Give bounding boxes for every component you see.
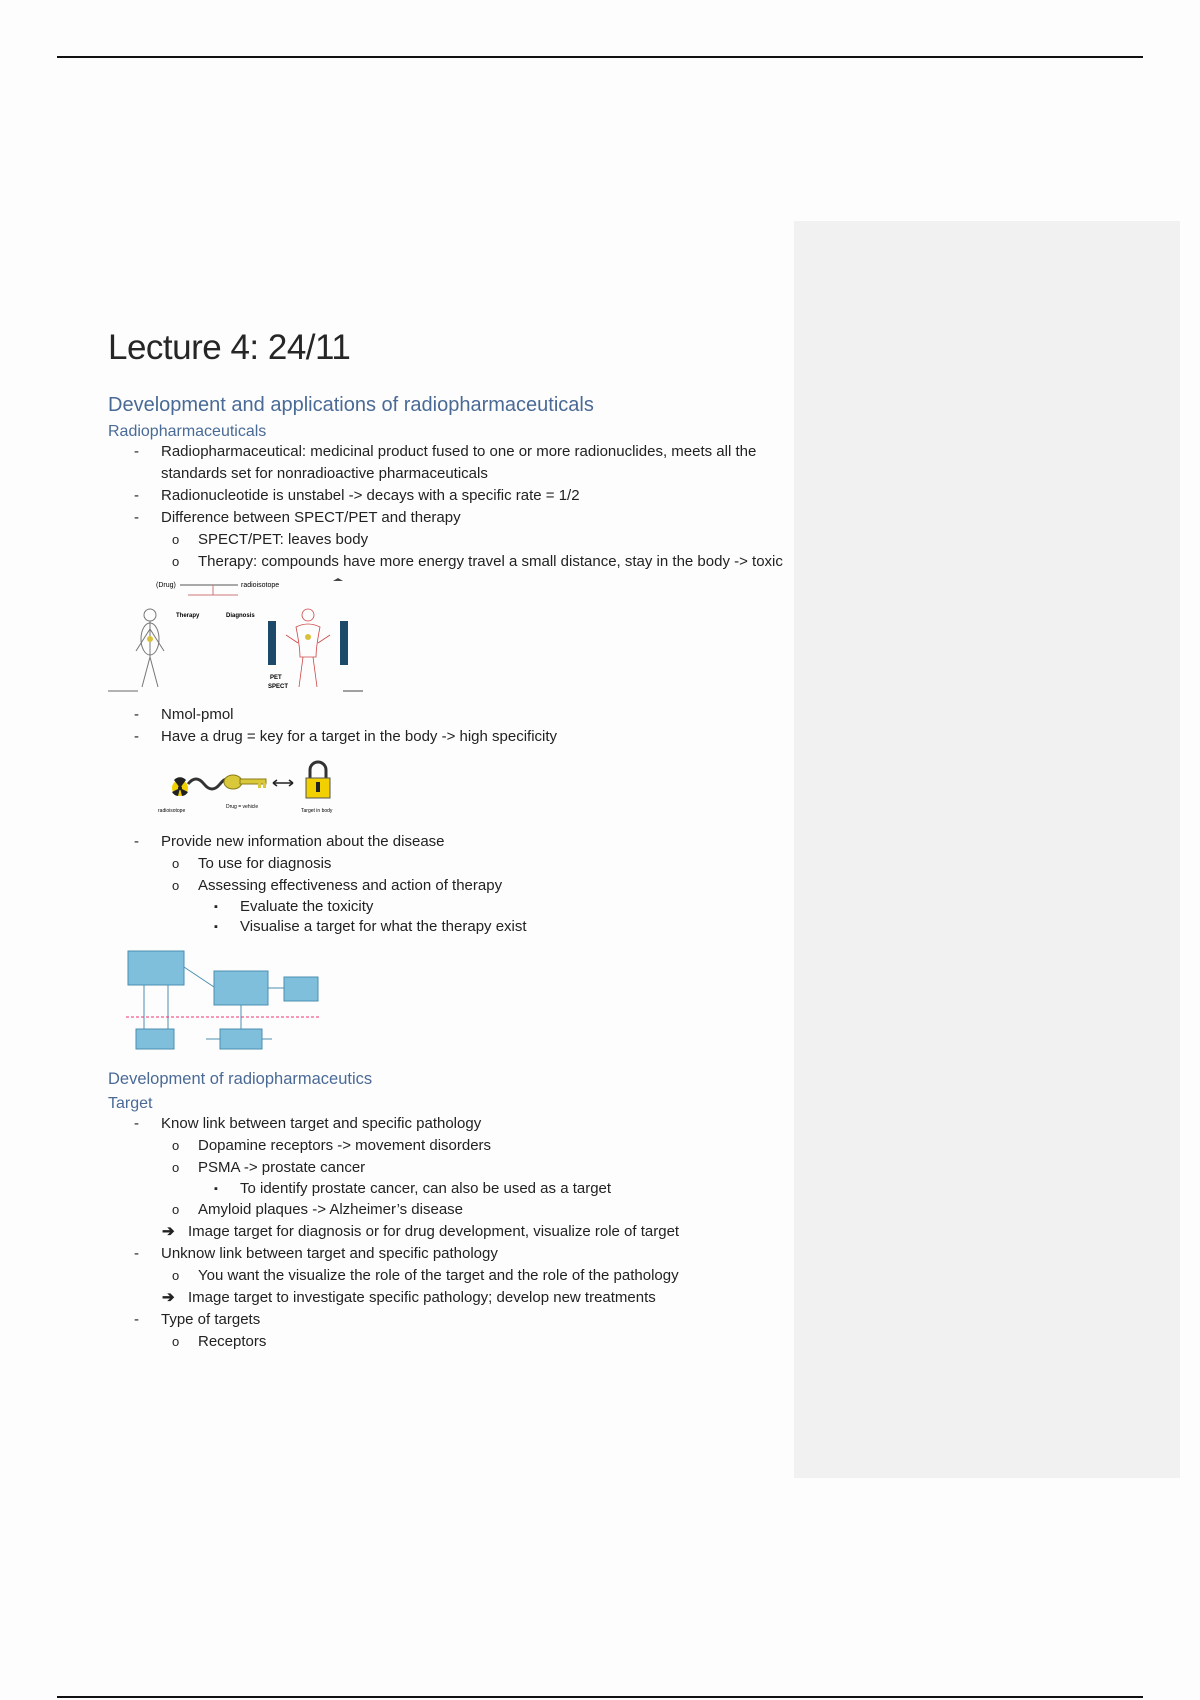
list-item: - Radiopharmaceutical: medicinal product fused to one or more radionuclides, meets all the standards set for nonradioactive pharmaceuticals: [134, 443, 757, 482]
comment-pane: [794, 221, 1180, 1478]
radioactive-icon: [172, 777, 188, 796]
list-item: o To use for diagnosis: [172, 855, 332, 872]
svg-text:Drug = vehicle: Drug = vehicle: [226, 804, 259, 810]
detector-left-icon: [268, 621, 276, 665]
svg-text:radioisotope: radioisotope: [158, 808, 186, 814]
list-item: - Know link between target and specific pathology: [134, 1115, 482, 1132]
section-heading-development: Development of radiopharmaceutics: [108, 1070, 373, 1088]
list-item: o Amyloid plaques -> Alzheimer’s disease: [172, 1201, 463, 1218]
figure-flowchart: [108, 941, 788, 1058]
subheading-target: Target: [108, 1095, 153, 1112]
list-item: ➔ Image target for diagnosis or for drug development, visualize role of target: [162, 1223, 680, 1240]
list-item: o PSMA -> prostate cancer: [172, 1159, 366, 1176]
list-item: ▪ To identify prostate cancer, can also be used as a target: [214, 1180, 612, 1197]
bullet-list-b: [108, 704, 788, 748]
list-item: o Receptors: [172, 1333, 267, 1350]
list-item: - Difference between SPECT/PET and therapy: [134, 509, 461, 526]
list-item: o You want the visualize the role of the target and the role of the pathology: [172, 1267, 679, 1284]
svg-text:PET: PET: [270, 675, 282, 681]
list-item: ▪ Evaluate the toxicity: [214, 898, 374, 915]
figure-therapy-diagnosis: [108, 577, 788, 700]
svg-text:Therapy: Therapy: [176, 613, 200, 619]
svg-text:radioisotope: radioisotope: [241, 582, 280, 589]
list-item: o SPECT/PET: leaves body: [172, 531, 369, 548]
section-heading-applications: Development and applications of radiopharmaceuticals: [108, 394, 594, 416]
list-item: - Unknow link between target and specific pathology: [134, 1245, 498, 1262]
list-item: ➔ Image target to investigate specific pathology; develop new treatments: [162, 1289, 656, 1306]
human-figure-icon: [136, 609, 164, 687]
footer-rule: [57, 1696, 1143, 1698]
svg-text:SPECT: SPECT: [268, 684, 289, 690]
header-rule: [57, 56, 1143, 58]
list-item: ▪ Visualise a target for what the therapy exist: [214, 918, 527, 935]
list-item: o Assessing effectiveness and action of therapy: [172, 877, 503, 894]
svg-text:Diagnosis: Diagnosis: [226, 613, 255, 619]
detector-right-icon: [340, 621, 348, 665]
list-item: - Nmol-pmol: [134, 706, 234, 723]
list-item: o Dopamine receptors -> movement disorders: [172, 1137, 492, 1154]
figure-key-lock: [108, 752, 788, 827]
page-title: Lecture 4: 24/11: [108, 328, 351, 367]
list-item: - Have a drug = key for a target in the body -> high specificity: [134, 728, 558, 745]
bullet-list-target: [108, 1113, 788, 1353]
svg-text:(Drug): (Drug): [156, 582, 176, 589]
key-icon: [224, 775, 266, 789]
patient-scan-icon: [286, 609, 330, 687]
list-item: o Therapy: compounds have more energy travel a small distance, stay in the body -> toxic: [172, 553, 783, 570]
bullet-list-c: [108, 831, 788, 937]
list-item: - Provide new information about the disease: [134, 833, 445, 850]
list-item: - Type of targets: [134, 1311, 261, 1328]
bullet-list-a: [108, 441, 788, 573]
padlock-icon: [306, 762, 330, 798]
double-arrow-icon: [273, 780, 293, 786]
subheading-radiopharmaceuticals: Radiopharmaceuticals: [108, 423, 267, 440]
document-body: [108, 328, 788, 1353]
svg-text:Target in body: Target in body: [301, 808, 333, 814]
list-item: - Radionucleotide is unstabel -> decays with a specific rate = 1/2: [134, 487, 580, 504]
